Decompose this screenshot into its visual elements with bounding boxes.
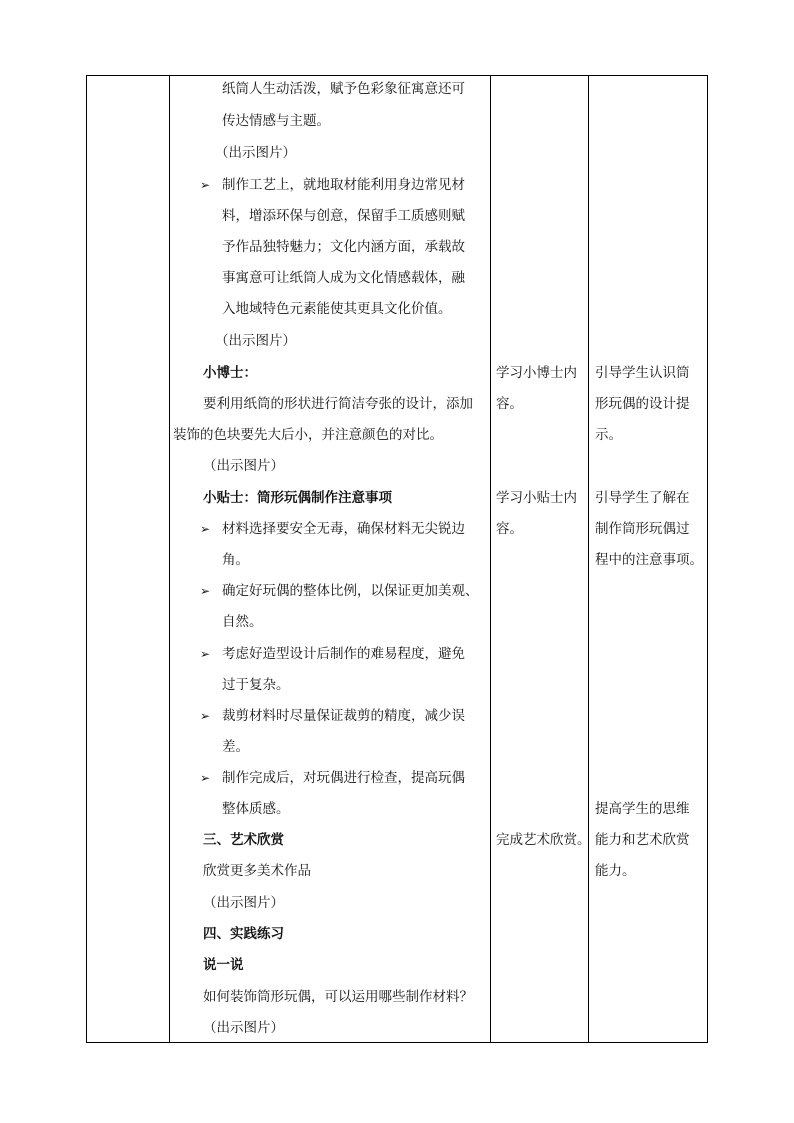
tip-line: 裁剪材料时尽量保证裁剪的精度，减少误 xyxy=(222,708,465,724)
show-picture-note: （出示图片） xyxy=(203,895,284,911)
tip-line: 过于复杂。 xyxy=(222,677,290,693)
student-activity-line: 学习小博士内 xyxy=(496,365,577,381)
boshi-text: 装饰的色块要先大后小，并注意颜色的对比。 xyxy=(173,427,443,443)
say-heading: 说一说 xyxy=(203,957,244,973)
tip-line: 整体质感。 xyxy=(222,801,290,817)
column-divider xyxy=(169,76,170,1042)
boshi-heading: 小博士： xyxy=(203,365,257,381)
tip-line: 确定好玩偶的整体比例，以保证更加美观、 xyxy=(222,583,479,599)
arrow-bullet-icon: ➢ xyxy=(200,584,211,598)
content-line: 如何装饰筒形玩偶，可以运用哪些制作材料？ xyxy=(203,989,473,1005)
student-activity-line: 容。 xyxy=(496,396,523,412)
design-intent-line: 示。 xyxy=(595,427,622,443)
tips-heading: 小贴士：筒形玩偶制作注意事项 xyxy=(203,490,392,506)
arrow-bullet-icon: ➢ xyxy=(200,709,211,723)
tip-line: 材料选择要安全无毒，确保材料无尖锐边 xyxy=(222,521,465,537)
tip-line: 制作完成后，对玩偶进行检查，提高玩偶 xyxy=(222,770,465,786)
arrow-bullet-icon: ➢ xyxy=(200,647,211,661)
student-activity-line: 学习小贴士内 xyxy=(496,490,577,506)
design-intent-line: 制作筒形玩偶过 xyxy=(595,521,690,537)
boshi-text: 要利用纸筒的形状进行简洁夸张的设计，添加 xyxy=(203,396,473,412)
design-intent-line: 引导学生了解在 xyxy=(595,490,690,506)
content-line: 传达情感与主题。 xyxy=(222,113,330,129)
section-heading-practice: 四、实践练习 xyxy=(203,926,284,942)
design-intent-line: 能力。 xyxy=(595,863,636,879)
arrow-bullet-icon: ➢ xyxy=(200,178,211,192)
column-divider xyxy=(490,76,491,1042)
show-picture-note: （出示图片） xyxy=(203,458,284,474)
design-intent-line: 程中的注意事项。 xyxy=(595,552,703,568)
design-intent-line: 能力和艺术欣赏 xyxy=(595,832,690,848)
arrow-bullet-icon: ➢ xyxy=(200,522,211,536)
tip-line: 自然。 xyxy=(222,614,263,630)
content-line: 予作品独特魅力；文化内涵方面，承载故 xyxy=(222,239,465,255)
student-activity-line: 完成艺术欣赏。 xyxy=(496,832,591,848)
content-line: 纸筒人生动活泼，赋予色彩象征寓意还可 xyxy=(222,81,465,97)
content-line: 料，增添环保与创意，保留手工质感则赋 xyxy=(222,208,465,224)
show-picture-note: （出示图片） xyxy=(203,1020,284,1036)
tip-line: 考虑好造型设计后制作的难易程度，避免 xyxy=(222,646,465,662)
design-intent-line: 引导学生认识筒 xyxy=(595,365,690,381)
section-heading-art-appreciation: 三、艺术欣赏 xyxy=(203,832,284,848)
content-line: 制作工艺上，就地取材能利用身边常见材 xyxy=(222,177,465,193)
show-picture-note: （出示图片） xyxy=(215,145,296,161)
tip-line: 差。 xyxy=(222,739,249,755)
student-activity-line: 容。 xyxy=(496,521,523,537)
column-divider xyxy=(588,76,589,1042)
content-line: 入地域特色元素能使其更具文化价值。 xyxy=(222,301,452,317)
content-line: 事寓意可让纸筒人成为文化情感载体，融 xyxy=(222,270,465,286)
design-intent-line: 提高学生的思维 xyxy=(595,801,690,817)
arrow-bullet-icon: ➢ xyxy=(200,771,211,785)
design-intent-line: 形玩偶的设计提 xyxy=(595,396,690,412)
content-line: 欣赏更多美术作品 xyxy=(203,863,311,879)
show-picture-note: （出示图片） xyxy=(215,333,296,349)
tip-line: 角。 xyxy=(222,552,249,568)
